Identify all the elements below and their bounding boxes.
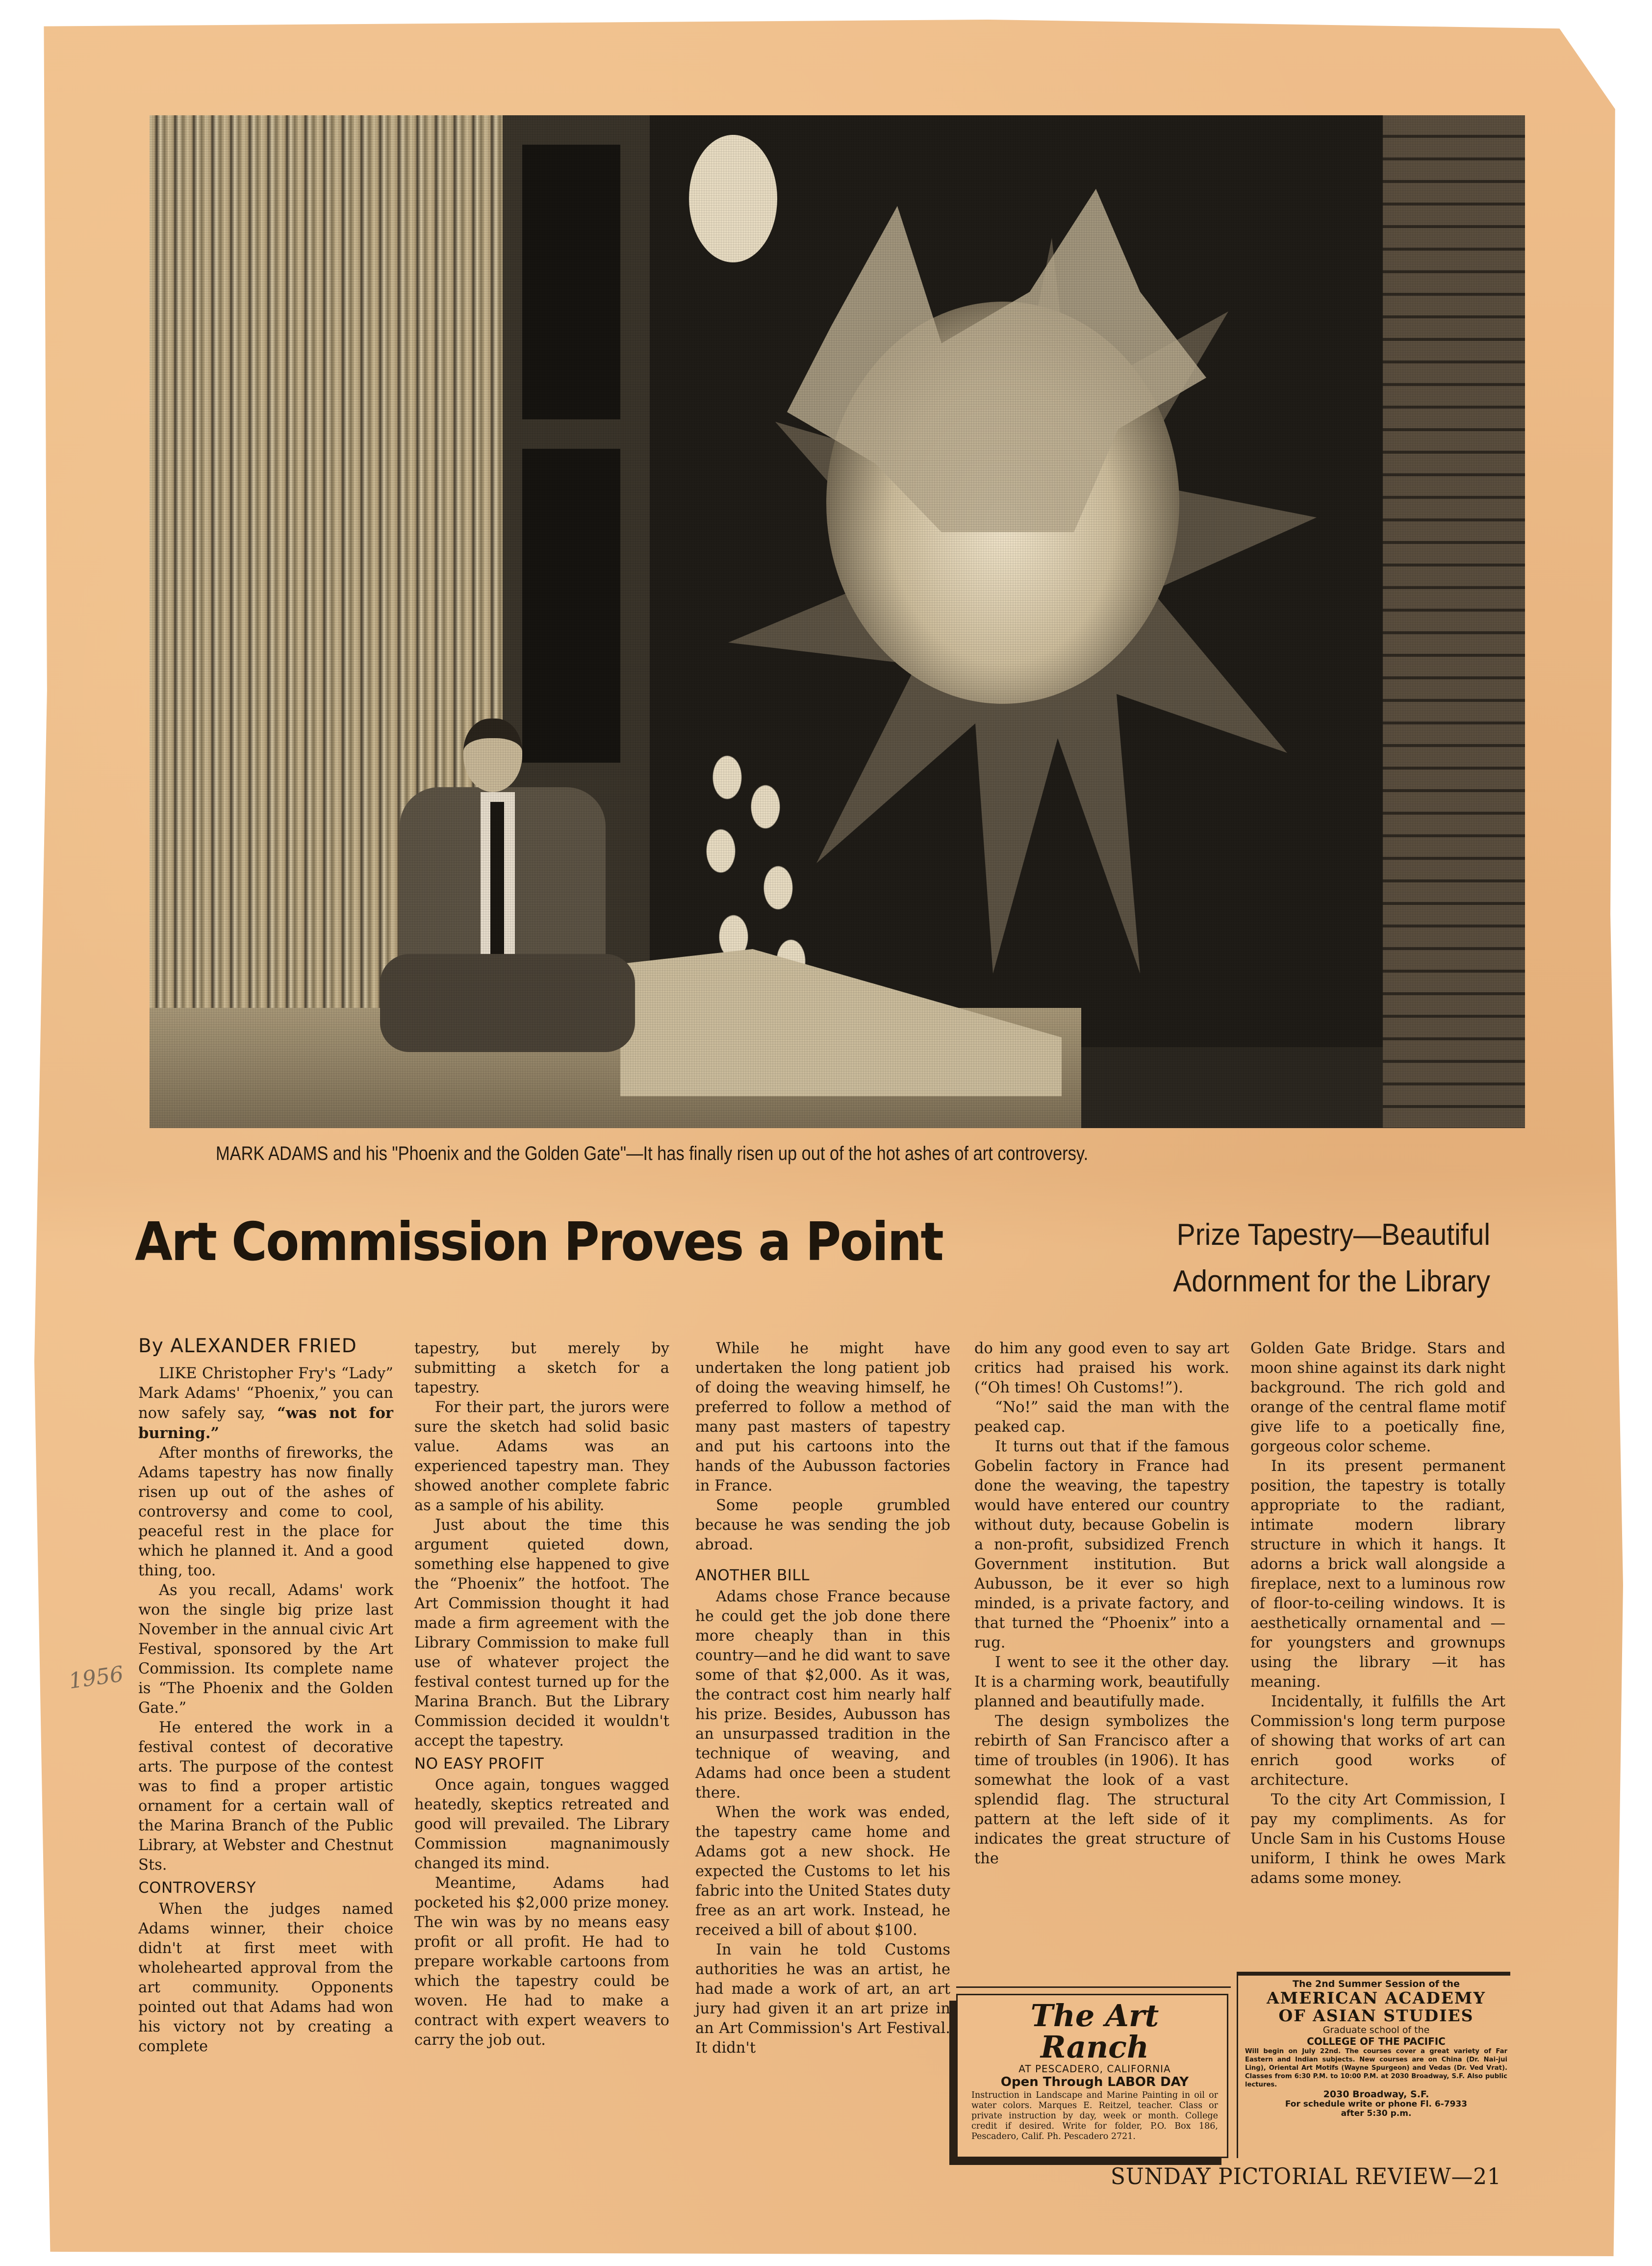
article-column-3 [695, 1339, 950, 2058]
article-column-1 [138, 1337, 393, 2057]
section-heading: NO EASY PROFIT [414, 1755, 544, 1773]
bold-quote: “was not for burning.” [138, 1404, 393, 1442]
ad-subtitle: Graduate school of the [1322, 2025, 1430, 2035]
paragraph: When the work was ended, the tapestry came home and Adams got a new shock. He expected the Customs to let his fabric into the United States duty free as an art work. Instead, he received a bill of about $100. [695, 1804, 950, 1939]
paragraph: Meantime, Adams had pocketed his $2,000 prize money. The win was by no means easy profit or all profit. He had to prepare workable cartoons from which the tapestry could be woven. He had to make a contract with expert weavers to carry the job out. [414, 1875, 669, 2049]
photo-caption: MARK ADAMS and his "Phoenix and the Golden Gate"—It has finally risen up out of the hot ashes of art controversy. [216, 1143, 1089, 1164]
page-footer: SUNDAY PICTORIAL REVIEW—21 [1111, 2163, 1501, 2189]
paragraph [138, 1364, 393, 1443]
ad-body: Will begin on July 22nd. The courses cover a great variety of Far Eastern and Indian subjects. New courses are on China (Dr. Nai-jui Ling), Oriental Art Motifs (Wayne Spurgeon) and Vedas (Dr. Ved Vrat). Classes from 6:30 P.M. to 10:00 P.M. at 2030 Broadway, S.F. Also public lectures. [1245, 2048, 1507, 2088]
byline: By ALEXANDER FRIED [138, 1335, 357, 1357]
paragraph: While he might have undertaken the long patient job of doing the weaving himself, he preferred to follow a method of many past masters of tapestry and put his cartoons into the hands of the Aubusson factories in France. [695, 1340, 950, 1494]
ad-address: 2030 Broadway, S.F. [1323, 2089, 1429, 2100]
paragraph: In vain he told Customs authorities he was an artist, he had made a work of art, an art jury had given it an art prize in an Art Commission's Art Festival. It didn't [695, 1941, 950, 2057]
ad-body: Instruction in Landscape and Marine Painting in oil or water colors. Marques E. Reitzel, teacher. Class or private instruction by day, week or month. College credit if desired. Write for folder, P.O. Box 186, Pescadero, Calif. Ph. Pescadero 2721. [971, 2090, 1218, 2141]
paragraph: Just about the time this argument quieted down, something else happened to give the “Phoenix” the hotfoot. The Art Commission thought it had made a firm agreement with the Library Commission to make full use of whatever project the festival contest turned up for the Marina Branch. But the Library Commission decided it wouldn't accept the tapestry. [414, 1517, 669, 1750]
paragraph: Incidentally, it fulfills the Art Commission's long term purpose of showing that works of art can enrich good works of architecture. [1250, 1693, 1505, 1789]
paragraph: tapestry, but merely by submitting a sketch for a tapestry. [414, 1340, 669, 1396]
paragraph: Some people grumbled because he was sending the job abroad. [695, 1497, 950, 1553]
subhead-line: Prize Tapestry—Beautiful [1176, 1218, 1490, 1252]
paragraph: He entered the work in a festival contest of decorative arts. The purpose of the contest was to find a proper artistic ornament for a certain wall of the Marina Branch of the Public Library, at Webster and Chestnut Sts. [138, 1719, 393, 1874]
section-heading: ANOTHER BILL [695, 1567, 810, 1584]
halftone-grain [150, 115, 1525, 1128]
paragraph-text: LIKE Christopher Fry's “Lady” Mark Adams' “Phoenix,” you can now safely say, [138, 1365, 393, 1422]
ad-intro: The 2nd Summer Session of the [1293, 1979, 1460, 1989]
ad-contact: For schedule write or phone Fl. 6-7933 [1285, 2099, 1468, 2109]
paragraph: After months of fireworks, the Adams tapestry has now finally risen up out of the ashes of controversy and come to cool, peaceful rest in the place for which he planned it. And a good thing, too. [138, 1444, 393, 1579]
paragraph: do him any good even to say art critics had praised his work. (“Oh times! Oh Customs!”). [974, 1340, 1229, 1396]
section-heading: CONTROVERSY [138, 1879, 256, 1897]
ad-title: AMERICAN ACADEMY [1267, 1988, 1486, 2008]
paragraph: Adams chose France because he could get the job done there more cheaply than in this country—and he did want to save some of that $2,000. As it was, the contract cost him nearly half his prize. Besides, Aubusson has an unsurpassed tradition in the technique of weaving, and Adams had once been a student there. [695, 1588, 950, 1802]
asian-studies-ad [1237, 1972, 1510, 2158]
ad-hours: Open Through LABOR DAY [1000, 2075, 1189, 2089]
paragraph: The design symbolizes the rebirth of San Francisco after a time of troubles (in 1906). It has somewhat the look of a vast splendid flag. The structural pattern at the left side of it indicates the great structure of the [974, 1713, 1229, 1867]
ad-divider [956, 1986, 1231, 1988]
subhead-line: Adornment for the Library [1173, 1264, 1490, 1298]
article-column-4 [974, 1339, 1229, 1869]
paragraph: Golden Gate Bridge. Stars and moon shine against its dark night background. The rich gold and orange of the central flame motif give life to a poetically fine, gorgeous color scheme. [1250, 1340, 1505, 1455]
headline: Art Commission Proves a Point [135, 1211, 943, 1273]
paragraph: For their part, the jurors were sure the sketch had solid basic value. Adams was an experienced tapestry man. They showed another complete fabric as a sample of his ability. [414, 1399, 669, 1514]
tapestry-photo [150, 115, 1525, 1128]
ad-college: COLLEGE OF THE PACIFIC [1307, 2035, 1446, 2047]
art-ranch-ad [956, 1994, 1228, 2158]
paragraph: It turns out that if the famous Gobelin factory in France had done the weaving, the tapestry would have entered our country without duty, because Gobelin is a non-profit, subsidized French Government institution. But Aubusson, be it ever so high minded, is a private factory, and that turned the “Phoenix” into a rug. [974, 1438, 1229, 1651]
paragraph: In its present permanent position, the tapestry is totally appropriate to the radiant, intimate modern library structure in which it hangs. It adorns a brick wall alongside a fireplace, next to a luminous row of floor-to-ceiling windows. It is aesthetically ornamental and — for youngsters and grownups using the library —it has meaning. [1250, 1458, 1505, 1691]
subheadline [1173, 1211, 1490, 1305]
ad-location: AT PESCADERO, CALIFORNIA [1018, 2063, 1171, 2075]
paragraph: I went to see it the other day. It is a charming work, beautifully planned and beautifully made. [974, 1654, 1229, 1710]
ad-contact: after 5:30 p.m. [1341, 2109, 1412, 2118]
article-column-5 [1250, 1339, 1505, 1888]
article-column-2 [414, 1339, 669, 2050]
paragraph: When the judges named Adams winner, their choice didn't at first meet with wholehearted approval from the art community. Opponents pointed out that Adams had won his victory not by creating a complete [138, 1901, 393, 2055]
ad-title: The Art Ranch [1030, 1998, 1159, 2065]
ad-title: OF ASIAN STUDIES [1278, 2006, 1474, 2025]
paragraph: To the city Art Commission, I pay my compliments. As for Uncle Sam in his Customs House uniform, I think he owes Mark adams some money. [1250, 1791, 1505, 1887]
paragraph: Once again, tongues wagged heatedly, skeptics retreated and good will prevailed. The Library Commission magnanimously changed its mind. [414, 1777, 669, 1872]
paragraph: As you recall, Adams' work won the single big prize last November in the annual civic Art Festival, sponsored by the Art Commission. Its complete name is “The Phoenix and the Golden Gate.” [138, 1582, 393, 1717]
paragraph: “No!” said the man with the peaked cap. [974, 1399, 1229, 1436]
handwritten-year: 1956 [67, 1661, 125, 1694]
